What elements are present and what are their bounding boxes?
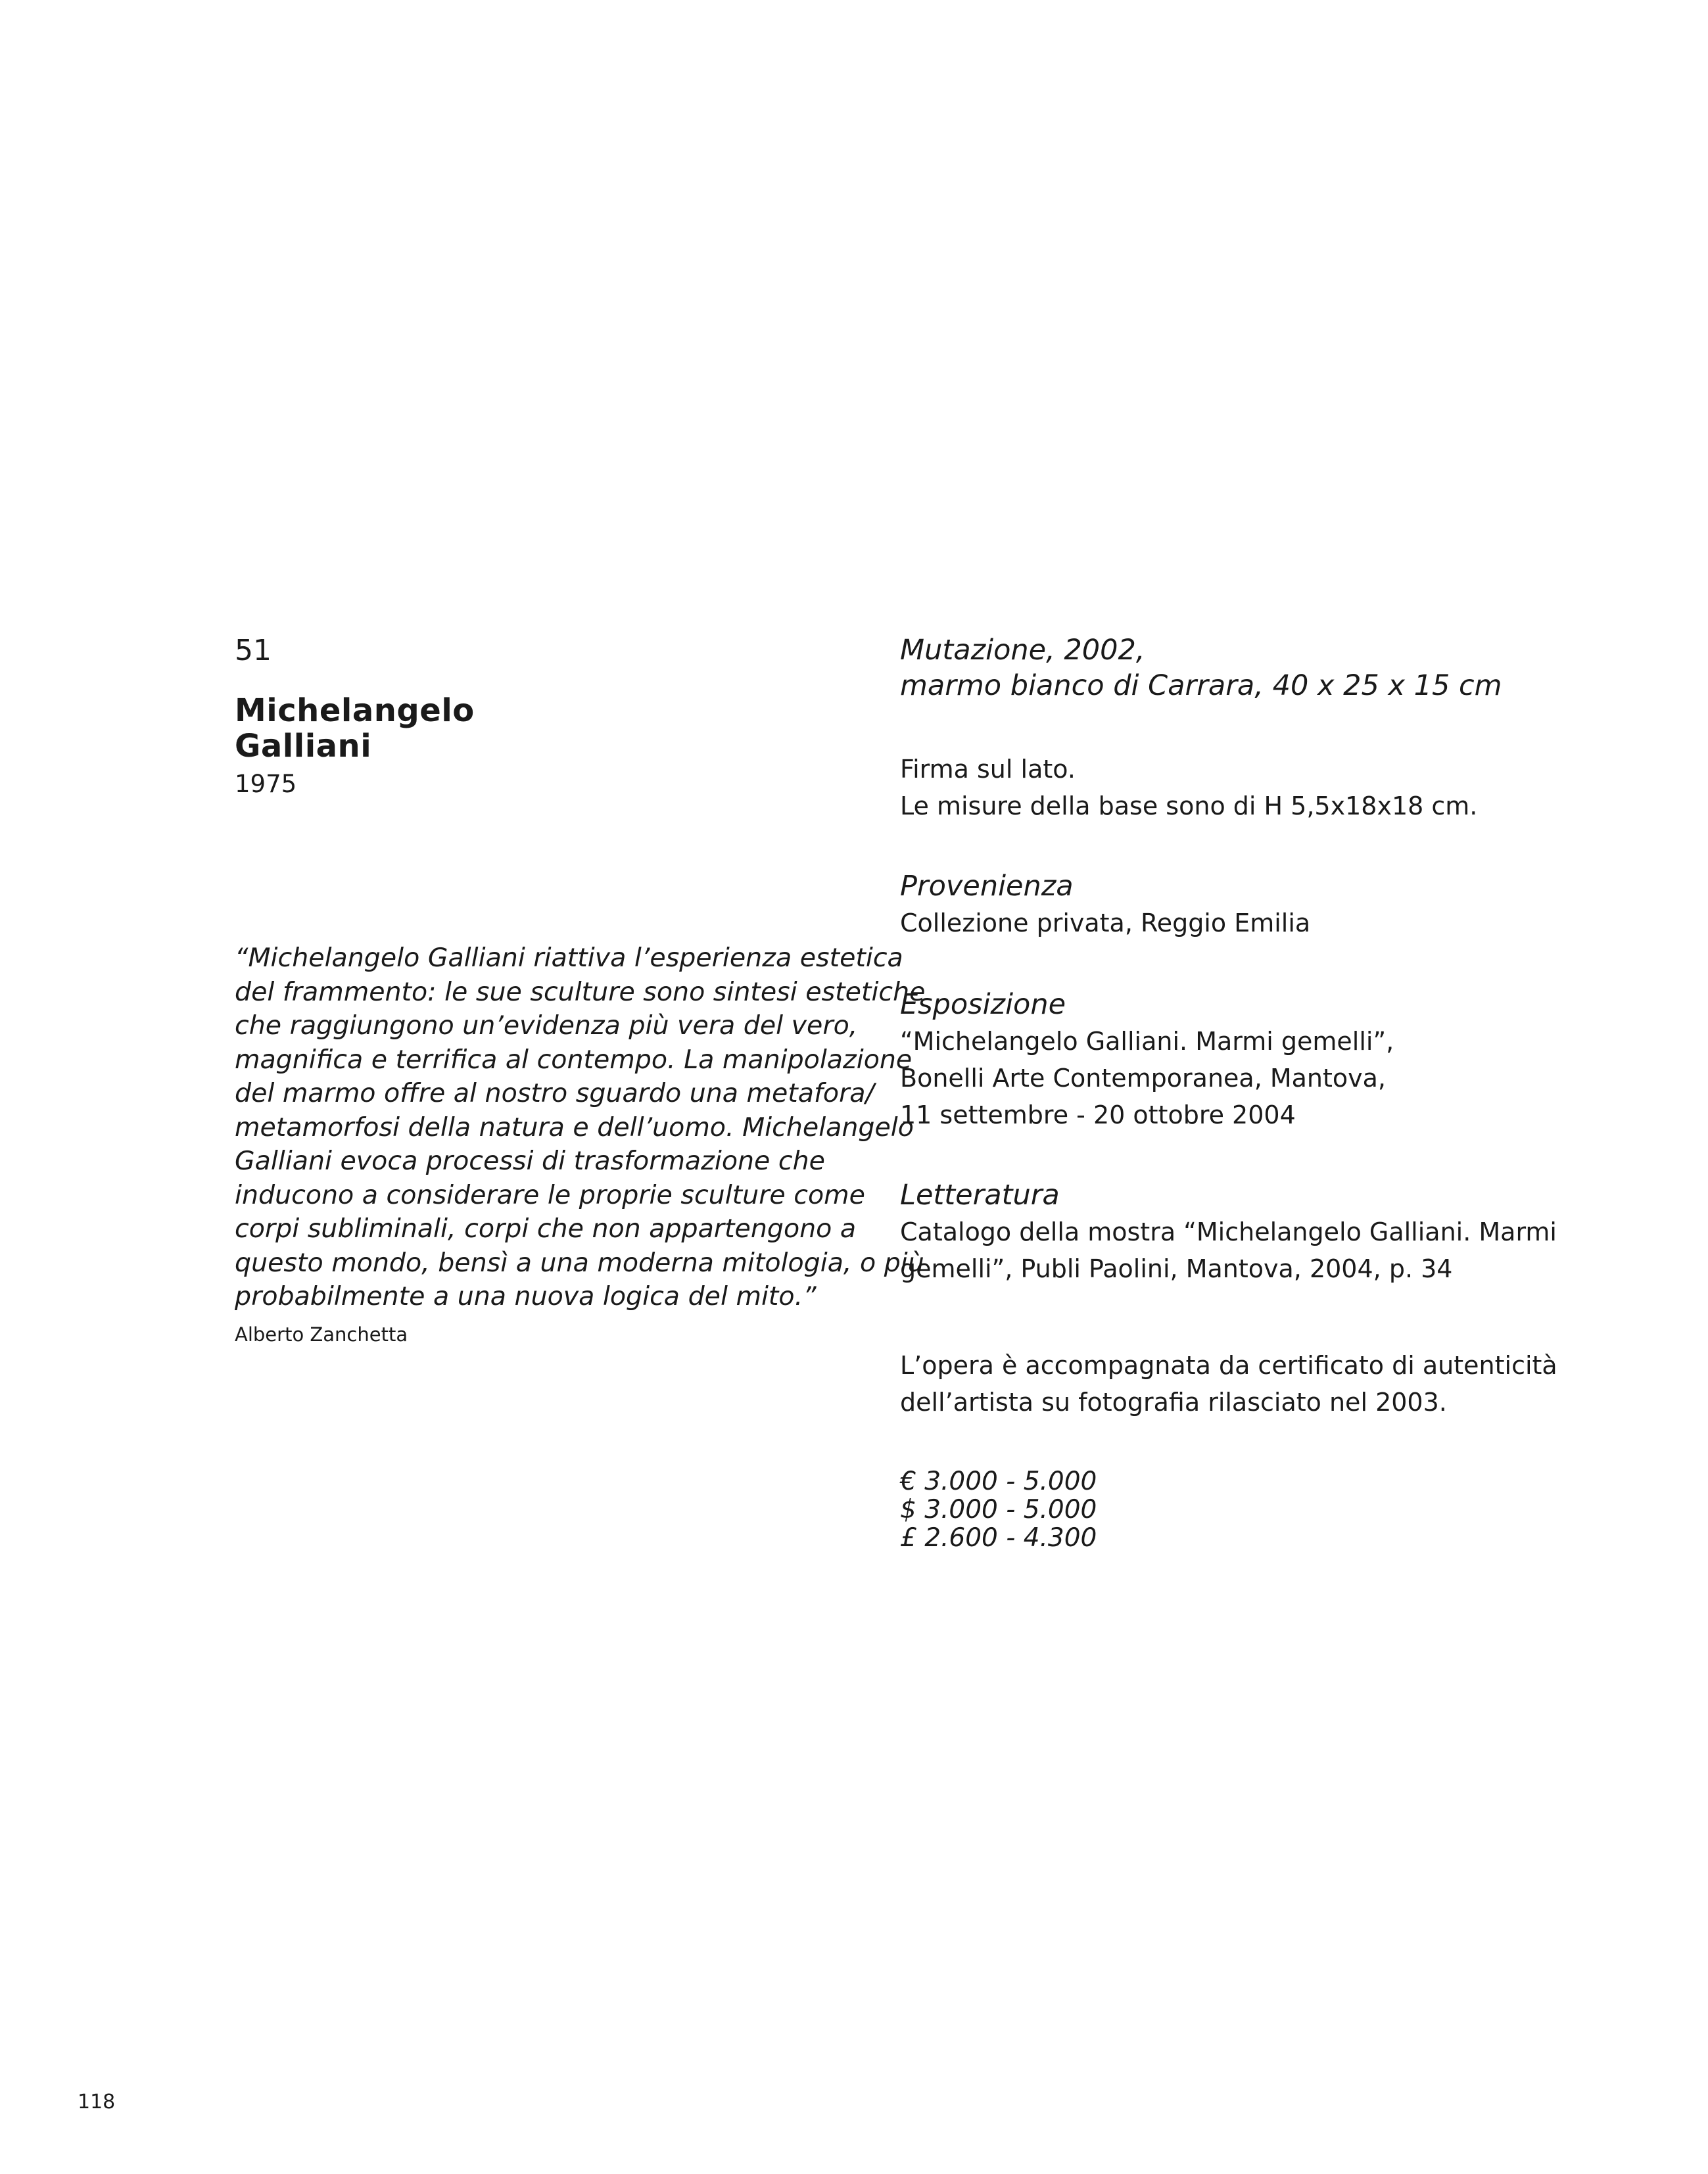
quote-line: corpi subliminali, corpi che non appartengono a: [235, 1214, 857, 1244]
note-line: Le misure della base sono di H 5,5x18x18 cm.: [900, 792, 1478, 820]
quote-line: del frammento: le sue sculture sono sintesi estetiche: [235, 976, 926, 1007]
exhibition-body: [900, 1023, 1557, 1133]
quote-line: inducono a considerare le proprie sculture come: [235, 1179, 865, 1210]
artist-name-line2: Galliani: [235, 728, 372, 765]
artist-name: [235, 693, 826, 764]
quote-line: probabilmente a una nuova logica del mito.”: [235, 1281, 817, 1311]
literature-heading: Letteratura: [900, 1179, 1060, 1212]
artist-name-line1: Michelangelo: [235, 692, 475, 729]
exhibition-line: Bonelli Arte Contemporanea, Mantova,: [900, 1064, 1387, 1093]
certificate-line: L’opera è accompagnata da certificato di autenticità: [900, 1351, 1557, 1380]
lot-header: [235, 631, 826, 801]
estimate-eur: € 3.000 - 5.000: [900, 1467, 1097, 1496]
lot-number: 51: [235, 634, 272, 667]
literature-body: [900, 1214, 1557, 1287]
quote-line: metamorfosi della natura e dell’uomo. Michelangelo: [235, 1112, 914, 1143]
quote-line: Galliani evoca processi di trasformazione che: [235, 1146, 825, 1176]
work-title-line2: marmo bianco di Carrara, 40 x 25 x 15 cm: [900, 669, 1502, 702]
work-title-block: [900, 632, 1557, 703]
quote-line: che raggiungono un’evidenza più vera del vero,: [235, 1010, 858, 1041]
provenance-section: [900, 868, 1557, 941]
work-notes: [900, 751, 1557, 824]
exhibition-line: 11 settembre - 20 ottobre 2004: [900, 1100, 1296, 1129]
work-title-line1: Mutazione, 2002,: [900, 634, 1145, 667]
critic-quote: [235, 941, 926, 1314]
artist-birth-year: 1975: [235, 770, 297, 798]
certificate-line: dell’artista su fotografia rilasciato nel 2003.: [900, 1388, 1447, 1417]
literature-section: [900, 1177, 1557, 1287]
provenance-body: [900, 905, 1557, 941]
provenance-heading: Provenienza: [900, 870, 1074, 903]
price-estimates: [900, 1467, 1557, 1552]
exhibition-section: [900, 986, 1557, 1133]
estimate-gbp: £ 2.600 - 4.300: [900, 1523, 1097, 1553]
work-title: [900, 632, 1557, 703]
note-line: Firma sul lato.: [900, 755, 1076, 784]
exhibition-heading: Esposizione: [900, 988, 1066, 1021]
literature-line: gemelli”, Publi Paolini, Mantova, 2004, p. 34: [900, 1254, 1453, 1283]
page-number: 118: [78, 2091, 116, 2114]
estimate-usd: $ 3.000 - 5.000: [900, 1495, 1097, 1524]
exhibition-line: “Michelangelo Galliani. Marmi gemelli”,: [900, 1027, 1394, 1056]
quote-line: “Michelangelo Galliani riattiva l’esperienza estetica: [235, 943, 903, 973]
certificate-note: [900, 1347, 1557, 1421]
quote-author: Alberto Zanchetta: [235, 1323, 408, 1346]
literature-line: Catalogo della mostra “Michelangelo Galliani. Marmi: [900, 1217, 1557, 1246]
quote-line: questo mondo, bensì a una moderna mitologia, o più: [235, 1247, 924, 1278]
provenance-line: Collezione privata, Reggio Emilia: [900, 909, 1311, 937]
quote-line: del marmo offre al nostro sguardo una metafora/: [235, 1078, 874, 1108]
quote-line: magnifica e terrifica al contempo. La manipolazione: [235, 1044, 913, 1075]
